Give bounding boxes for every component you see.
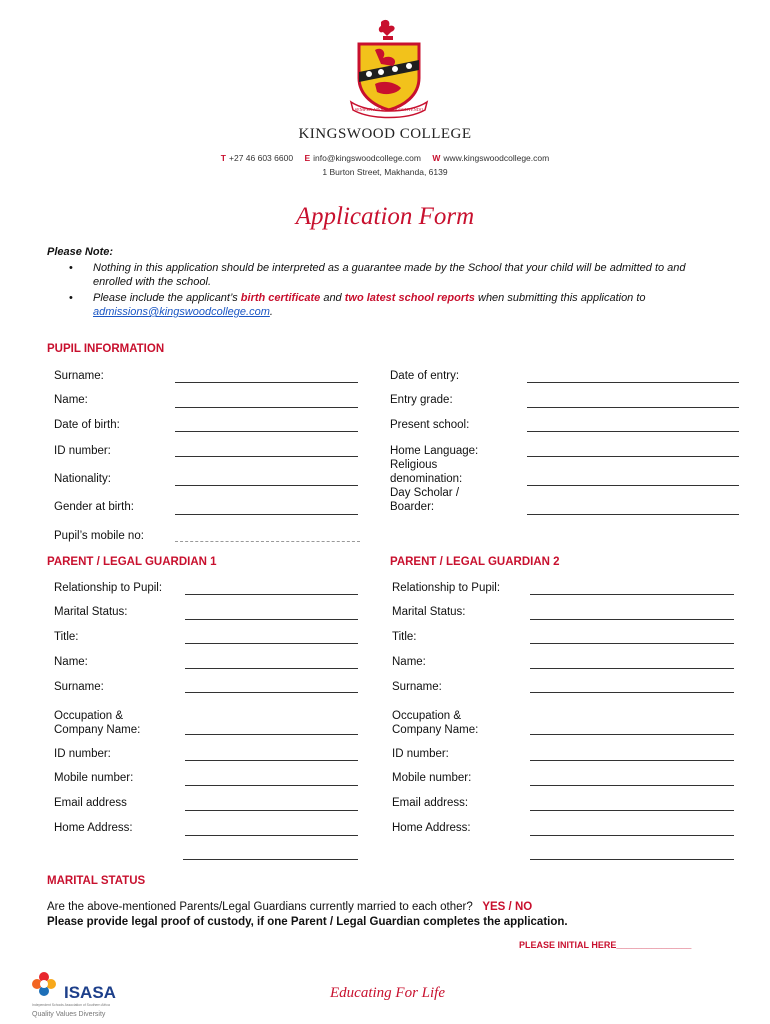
guardian2-section-heading: PARENT / LEGAL GUARDIAN 2 [390,556,560,568]
g1-mobile-label: Mobile number: [54,772,134,784]
g1-email-field[interactable] [185,810,358,811]
note-text: . [269,306,273,318]
g1-address-field-1[interactable] [185,835,358,836]
g2-surname-field[interactable] [530,692,734,693]
g1-occupation-field[interactable] [185,734,358,735]
g2-address-field-2[interactable] [530,859,734,860]
g1-surname-field[interactable] [185,692,358,693]
g2-relationship-label: Relationship to Pupil: [392,582,501,594]
day-scholar-label: Day Scholar / [390,487,460,499]
isasa-logo [30,970,140,1018]
dob-label: Date of birth: [54,419,120,431]
g1-title-field[interactable] [185,643,358,644]
tagline: Educating For Life [330,985,445,1001]
marital-section-heading: MARITAL STATUS [47,875,146,887]
birth-certificate-text: birth certificate [240,292,321,304]
g2-name-label: Name: [392,656,426,668]
g1-relationship-label: Relationship to Pupil: [54,582,163,594]
present-school-field[interactable] [527,431,739,432]
g2-title-field[interactable] [530,643,734,644]
g2-id-field[interactable] [530,760,734,761]
g2-company-label: Company Name: [392,724,479,736]
contact-line [0,153,770,163]
pupil-section-heading: PUPIL INFORMATION [47,343,165,355]
isasa-fullname: Independent Schools Association of Southern Africa [32,1003,110,1007]
g1-id-label: ID number: [54,748,111,760]
note-text: when submitting this application to [474,292,646,304]
g2-surname-label: Surname: [392,681,442,693]
g2-address-field-1[interactable] [530,835,734,836]
custody-proof-instruction: Please provide legal proof of custody, if one Parent / Legal Guardian completes the application. [47,916,568,928]
g2-name-field[interactable] [530,668,734,669]
g2-email-label: Email address: [392,797,469,809]
home-language-label: Home Language: [390,445,479,457]
date-of-entry-field[interactable] [527,382,739,383]
form-title: Application Form [295,203,475,230]
g1-title-label: Title: [54,631,79,643]
g2-id-label: ID number: [392,748,449,760]
name-label: Name: [54,394,88,406]
marital-question [47,901,532,913]
entry-grade-field[interactable] [527,407,739,408]
initial-here-field[interactable]: PLEASE INITIAL HERE_______________ [519,940,692,950]
g2-email-field[interactable] [530,810,734,811]
contact-email[interactable]: info@kingswoodcollege.com [313,153,421,163]
admissions-email-link[interactable]: admissions@kingswoodcollege.com [93,306,270,318]
g1-id-field[interactable] [185,760,358,761]
kingswood-crest-logo [345,18,433,122]
g2-occupation-field[interactable] [530,734,734,735]
g2-marital-field[interactable] [530,619,734,620]
isasa-wordmark: ISASA [64,983,116,1002]
present-school-label: Present school: [390,419,470,431]
denomination-field[interactable] [527,485,739,486]
g1-relationship-field[interactable] [185,594,358,595]
g2-mobile-field[interactable] [530,785,734,786]
nationality-field[interactable] [175,485,358,486]
guardian1-section-heading: PARENT / LEGAL GUARDIAN 1 [47,556,217,568]
crest-motto: SEMPER AD SUMMA CONTENDO [354,107,424,112]
g2-occupation-label: Occupation & [392,710,462,722]
gender-label: Gender at birth: [54,501,134,513]
boarder-label: Boarder: [390,501,435,513]
email-key: E [304,153,311,163]
g1-email-label: Email address [54,797,127,809]
date-of-entry-label: Date of entry: [390,370,460,382]
note-item-documents [47,291,727,319]
phone-key: T [220,153,226,163]
id-number-field[interactable] [175,456,358,457]
g2-mobile-label: Mobile number: [392,772,472,784]
gender-field[interactable] [175,514,358,515]
dob-field[interactable] [175,431,358,432]
school-reports-text: two latest school reports [344,292,475,304]
g1-marital-label: Marital Status: [54,606,128,618]
g1-name-label: Name: [54,656,88,668]
surname-label: Surname: [54,370,104,382]
g1-name-field[interactable] [185,668,358,669]
web-key: W [432,153,441,163]
religious-label: Religious [390,459,438,471]
note-text: and [320,292,345,304]
g1-occupation-label: Occupation & [54,710,124,722]
note-text: Please include the applicant’s [93,292,241,304]
website[interactable]: www.kingswoodcollege.com [443,153,550,163]
note-list [47,261,727,321]
college-address: 1 Burton Street, Makhanda, 6139 [322,167,448,177]
pupil-mobile-field[interactable] [175,541,360,542]
home-language-field[interactable] [527,456,739,457]
yes-option[interactable]: YES [482,901,506,913]
g2-relationship-field[interactable] [530,594,734,595]
phone-number: +27 46 603 6600 [229,153,294,163]
no-option[interactable]: NO [514,901,533,913]
g1-address-field-2[interactable] [183,859,358,860]
g1-surname-label: Surname: [54,681,104,693]
note-item-guarantee: • Nothing in this application should be interpreted as a guarantee made by the School that your child will be admitted to and enrolled with the school. [47,261,727,289]
pupil-mobile-label: Pupil’s mobile no: [54,530,144,542]
g1-marital-field[interactable] [185,619,358,620]
g2-marital-label: Marital Status: [392,606,466,618]
nationality-label: Nationality: [54,473,111,485]
note-heading: Please Note: [47,246,114,258]
g1-address-label: Home Address: [54,822,133,834]
id-number-label: ID number: [54,445,111,457]
denomination-label: denomination: [390,473,463,485]
boarding-field[interactable] [527,514,739,515]
g1-mobile-field[interactable] [185,785,358,786]
isasa-values: Quality Values Diversity [32,1011,106,1018]
g2-title-label: Title: [392,631,417,643]
name-field[interactable] [175,407,358,408]
college-name: KINGSWOOD COLLEGE [298,126,472,142]
g2-address-label: Home Address: [392,822,471,834]
marital-question-text: Are the above-mentioned Parents/Legal Guardians currently married to each other? [47,901,473,913]
yes-no-separator: / [505,901,515,913]
surname-field[interactable] [175,382,358,383]
g1-company-label: Company Name: [54,724,141,736]
entry-grade-label: Entry grade: [390,394,453,406]
